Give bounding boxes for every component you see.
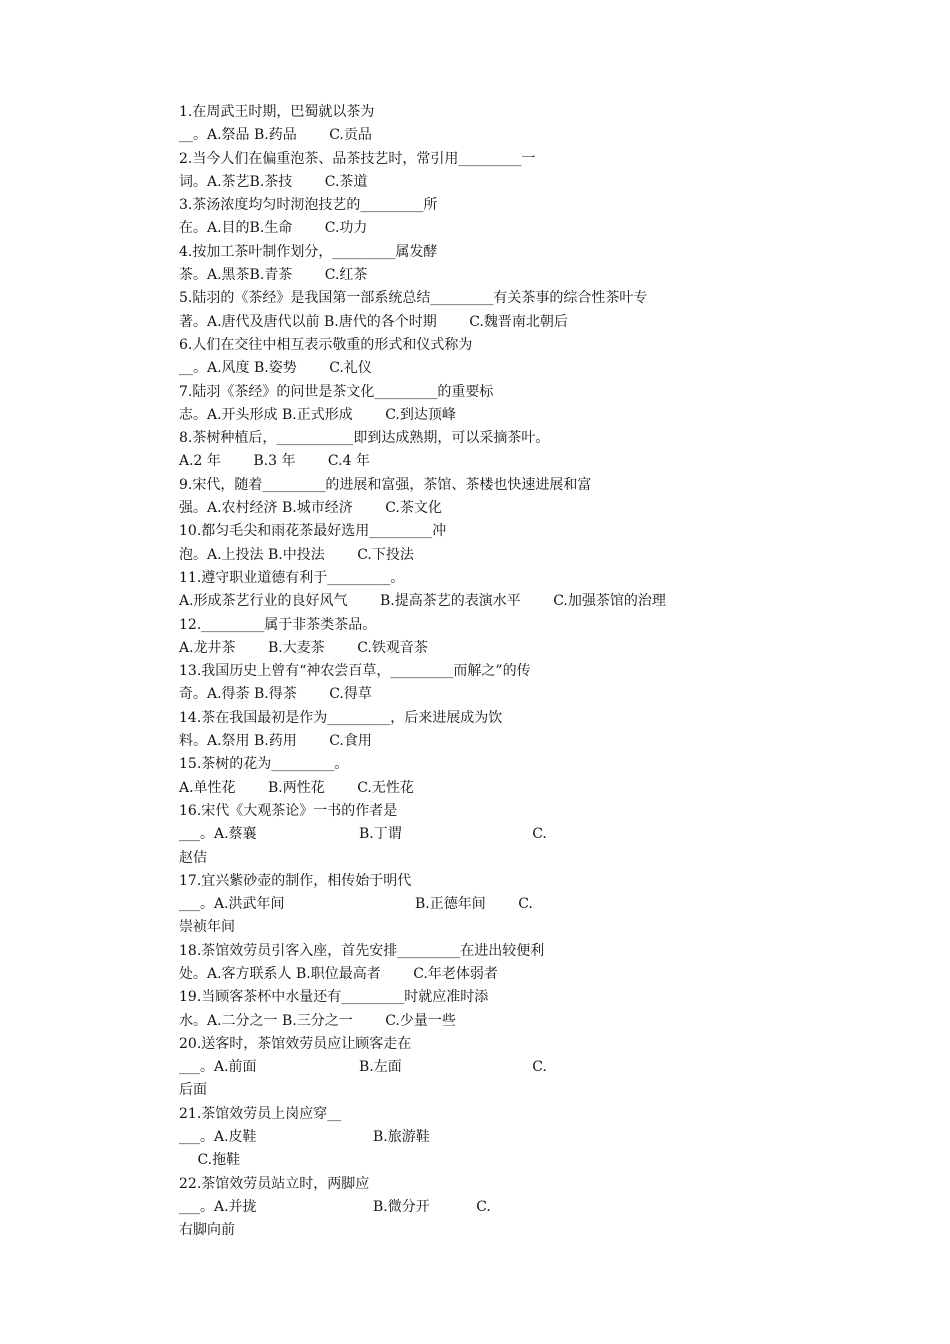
- text-line: 14.茶在我国最初是作为_________，后来进展成为饮: [179, 709, 503, 726]
- text-line: 7.陆羽《茶经》的问世是茶文化_________的重要标: [179, 383, 494, 400]
- text-line: 右脚向前: [179, 1222, 235, 1239]
- text-line: 后面: [179, 1082, 207, 1099]
- text-line: A.2 年 B.3 年 C.4 年: [179, 453, 370, 470]
- text-line: 17.宜兴紫砂壶的制作，相传始于明代: [179, 872, 412, 889]
- text-line: 1.在周武王时期，巴蜀就以茶为: [179, 104, 375, 120]
- text-line: 10.都匀毛尖和雨花茶最好选用_________冲: [179, 523, 447, 540]
- text-line: 处。A.客方联系人 B.职位最高者 C.年老体弱者: [179, 965, 498, 982]
- text-line: ___。A.蔡襄 B.丁谓 C.: [179, 826, 547, 843]
- document-page: [179, 101, 779, 1243]
- text-line: 在。A.目的B.生命 C.功力: [179, 220, 368, 237]
- text-line: __。A.祭品 B.药品 C.贡品: [179, 127, 372, 144]
- text-line: 4.按加工茶叶制作划分，_________属发酵: [179, 243, 438, 260]
- text-line: A.形成茶艺行业的良好风气 B.提高茶艺的表演水平 C.加强茶馆的治理: [179, 593, 666, 610]
- text-line: 8.茶树种植后，___________即到达成熟期，可以采摘茶叶。: [179, 430, 550, 447]
- text-line: 水。A.二分之一 B.三分之一 C.少量一些: [179, 1012, 456, 1029]
- text-line: 20.送客时，茶馆效劳员应让顾客走在: [179, 1035, 412, 1052]
- text-line: ___。A.前面 B.左面 C.: [179, 1059, 547, 1076]
- text-line: 赵佶: [179, 849, 207, 866]
- text-line: 18.茶馆效劳员引客入座，首先安排_________在进出较便利: [179, 942, 545, 959]
- text-line: 词。A.茶艺B.茶技 C.茶道: [179, 173, 368, 190]
- text-line: ___。A.并拢 B.微分开 C.: [179, 1198, 491, 1215]
- text-line: 13.我国历史上曾有“神农尝百草，_________而解之”的传: [179, 663, 531, 680]
- text-line: A.龙井茶 B.大麦茶 C.铁观音茶: [179, 639, 428, 656]
- text-line: 22.茶馆效劳员站立时，两脚应: [179, 1175, 370, 1192]
- text-line: 12._________属于非茶类茶品。: [179, 616, 377, 633]
- text-line: 6.人们在交往中相互表示敬重的形式和仪式称为: [179, 336, 473, 353]
- text-line: 19.当顾客茶杯中水量还有_________时就应准时添: [179, 989, 489, 1006]
- text-line: 2.当今人们在偏重泡茶、品茶技艺时，常引用_________一: [179, 150, 536, 167]
- text-line: 21.茶馆效劳员上岗应穿__: [179, 1105, 342, 1122]
- text-line: 3.茶汤浓度均匀时沏泡技艺的_________所: [179, 197, 438, 214]
- text-line: A.单性花 B.两性花 C.无性花: [179, 779, 414, 796]
- text-line: 16.宋代《大观茶论》一书的作者是: [179, 802, 398, 819]
- text-line: __。A.风度 B.姿势 C.礼仪: [179, 360, 372, 377]
- text-line: 强。A.农村经济 B.城市经济 C.茶文化: [179, 500, 442, 517]
- text-line: ___。A.皮鞋 B.旅游鞋: [179, 1129, 430, 1146]
- text-line: 5.陆羽的《茶经》是我国第一部系统总结_________有关茶事的综合性茶叶专: [179, 290, 648, 307]
- text-line: 料。A.祭用 B.药用 C.食用: [179, 733, 372, 750]
- text-line: 志。A.开头形成 B.正式形成 C.到达顶峰: [179, 406, 456, 423]
- text-line: 崇祯年间: [179, 919, 235, 936]
- text-line: 茶。A.黑茶B.青茶 C.红茶: [179, 267, 368, 284]
- text-line: 9.宋代，随着_________的进展和富强，茶馆、茶楼也快速进展和富: [179, 476, 592, 493]
- text-line: 15.茶树的花为_________。: [179, 756, 349, 773]
- text-line: C.拖鞋: [179, 1152, 241, 1169]
- text-line: 泡。A.上投法 B.中投法 C.下投法: [179, 546, 414, 563]
- text-line: 11.遵守职业道德有利于_________。: [179, 569, 405, 586]
- text-line: ___。A.洪武年间 B.正德年间 C.: [179, 896, 533, 913]
- text-line: 著。A.唐代及唐代以前 B.唐代的各个时期 C.魏晋南北朝后: [179, 313, 568, 330]
- text-line: 奇。A.得荼 B.得茶 C.得草: [179, 686, 372, 703]
